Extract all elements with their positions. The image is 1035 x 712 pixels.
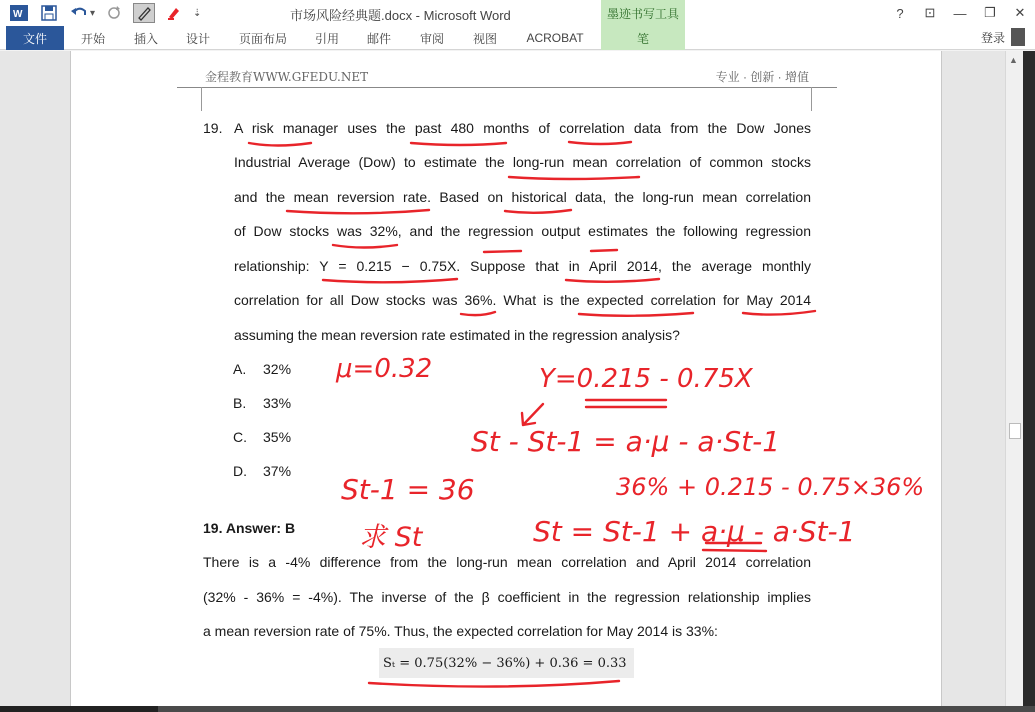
ink-underline [591, 250, 617, 251]
login-area [981, 28, 1025, 46]
bottom-thumb[interactable] [0, 706, 158, 712]
ink-underline [743, 311, 815, 315]
ink-underline [249, 143, 311, 146]
tab-page-layout[interactable]: 页面布局 [238, 31, 287, 46]
page-header-right: 专业 · 创新 · 增值 [715, 70, 809, 84]
option-value: 33% [263, 395, 292, 411]
ink-underline [703, 550, 766, 551]
question-line: and the mean reversion rate. Based on historical data, the long-run mean correlation [234, 189, 811, 205]
ink-underline [323, 279, 457, 282]
word-app-icon[interactable] [8, 3, 30, 23]
ink-text: μ=0.32 [336, 354, 433, 384]
ink-underline [579, 313, 693, 316]
ink-underline [333, 245, 397, 248]
undo-dropdown[interactable]: ▾ [90, 7, 96, 19]
ink-text: St = St-1 + a·μ - a·St-1 [533, 515, 856, 548]
redo-icon[interactable] [103, 3, 125, 23]
tab-references[interactable]: 引用 [314, 31, 339, 46]
option-letter: D. [233, 463, 247, 479]
explanation-line: There is a -4% difference from the long-run mean correlation and April 2014 correlation [203, 554, 811, 570]
ink-text: 36% + 0.215 - 0.75×36% [616, 473, 925, 501]
contextual-tool-label: 墨迹书写工具 [601, 0, 685, 26]
ink-underline [566, 279, 659, 282]
svg-text:W: W [13, 9, 23, 20]
document-area [0, 51, 1035, 712]
title-bar [0, 0, 1035, 26]
document-page[interactable] [70, 51, 942, 712]
tab-acrobat[interactable]: ACROBAT [526, 31, 584, 45]
minimize-icon[interactable]: — [953, 5, 967, 21]
question-line: Industrial Average (Dow) to estimate the long-run mean correlation of common stocks [234, 154, 811, 170]
option-value: 35% [263, 429, 292, 445]
question-line: assuming the mean reversion rate estimated in the regression analysis? [234, 327, 680, 343]
question-number: 19. [203, 120, 223, 136]
answer-heading: 19. Answer: B [203, 520, 296, 536]
question-line: of Dow stocks was 32%, and the regression output estimates the following regression [234, 223, 811, 239]
explanation-line: a mean reversion rate of 75%. Thus, the expected correlation for May 2014 is 33%: [203, 623, 718, 639]
question-line: correlation for all Dow stocks was 36%. What is the expected correlation for May 2014 [234, 292, 811, 308]
scroll-thumb[interactable] [1009, 423, 1021, 439]
undo-icon[interactable] [68, 3, 90, 23]
tab-design[interactable]: 设计 [185, 31, 210, 46]
ribbon-tabs [0, 26, 1035, 50]
tab-file[interactable]: 文件 [6, 26, 64, 50]
tab-pen[interactable]: 笔 [601, 26, 685, 50]
ink-text: Y=0.215 - 0.75X [539, 364, 753, 394]
close-icon[interactable]: ✕ [1014, 5, 1026, 20]
help-icon[interactable]: ? [896, 5, 904, 21]
tab-insert[interactable]: 插入 [133, 31, 158, 46]
right-gutter [1023, 51, 1035, 712]
ink-underline [484, 251, 521, 252]
ribbon-display-icon[interactable]: ⊡ [924, 5, 936, 20]
question-line: relationship: Y = 0.215 − 0.75X. Suppose that in April 2014, the average monthly [234, 258, 811, 274]
option-value: 32% [263, 361, 292, 377]
ink-underline [509, 177, 639, 179]
highlighter-icon[interactable] [163, 3, 185, 23]
tab-mailings[interactable]: 邮件 [366, 31, 391, 46]
login-link[interactable]: 登录 [980, 30, 1005, 45]
tab-review[interactable]: 审阅 [419, 31, 444, 46]
ink-underline [569, 142, 631, 144]
ink-annotations [71, 51, 943, 712]
page-header-left: 金程教育WWW.GFEDU.NET [205, 70, 369, 84]
window-controls [885, 0, 1035, 26]
tab-view[interactable]: 视图 [472, 31, 497, 46]
ink-underline [369, 681, 619, 687]
ink-arrow [522, 404, 543, 425]
customize-icon[interactable]: ⇣ [193, 7, 202, 19]
vertical-scrollbar[interactable] [1005, 51, 1023, 712]
option-letter: A. [233, 361, 247, 377]
option-value: 37% [263, 463, 292, 479]
pen-icon[interactable] [133, 3, 155, 23]
ink-text: St-1 = 36 [341, 473, 475, 506]
scroll-up-icon[interactable]: ▲ [1009, 55, 1018, 65]
question-line: A risk manager uses the past 480 months of correlation data from the Dow Jones [234, 120, 811, 136]
tab-home[interactable]: 开始 [80, 31, 105, 46]
formula: Sₜ = 0.75(32% − 36%) + 0.36 = 0.33 [383, 656, 627, 671]
ink-underline [505, 210, 571, 213]
explanation-line: (32% - 36% = -4%). The inverse of the β coefficient in the regression relationship implies [203, 589, 811, 605]
option-letter: C. [233, 429, 247, 445]
ink-underline [461, 312, 495, 315]
ink-underline [287, 210, 429, 213]
ink-text: St - St-1 = a·μ - a·St-1 [471, 425, 781, 458]
restore-icon[interactable]: ❐ [984, 5, 996, 20]
ink-text: 求 St [359, 522, 423, 553]
ink-underline [411, 143, 506, 145]
window-title: 市场风险经典题.docx - Microsoft Word [290, 8, 511, 23]
option-letter: B. [233, 395, 247, 411]
save-icon[interactable] [38, 3, 60, 23]
quick-access-toolbar [8, 3, 201, 23]
avatar[interactable] [1011, 28, 1025, 46]
